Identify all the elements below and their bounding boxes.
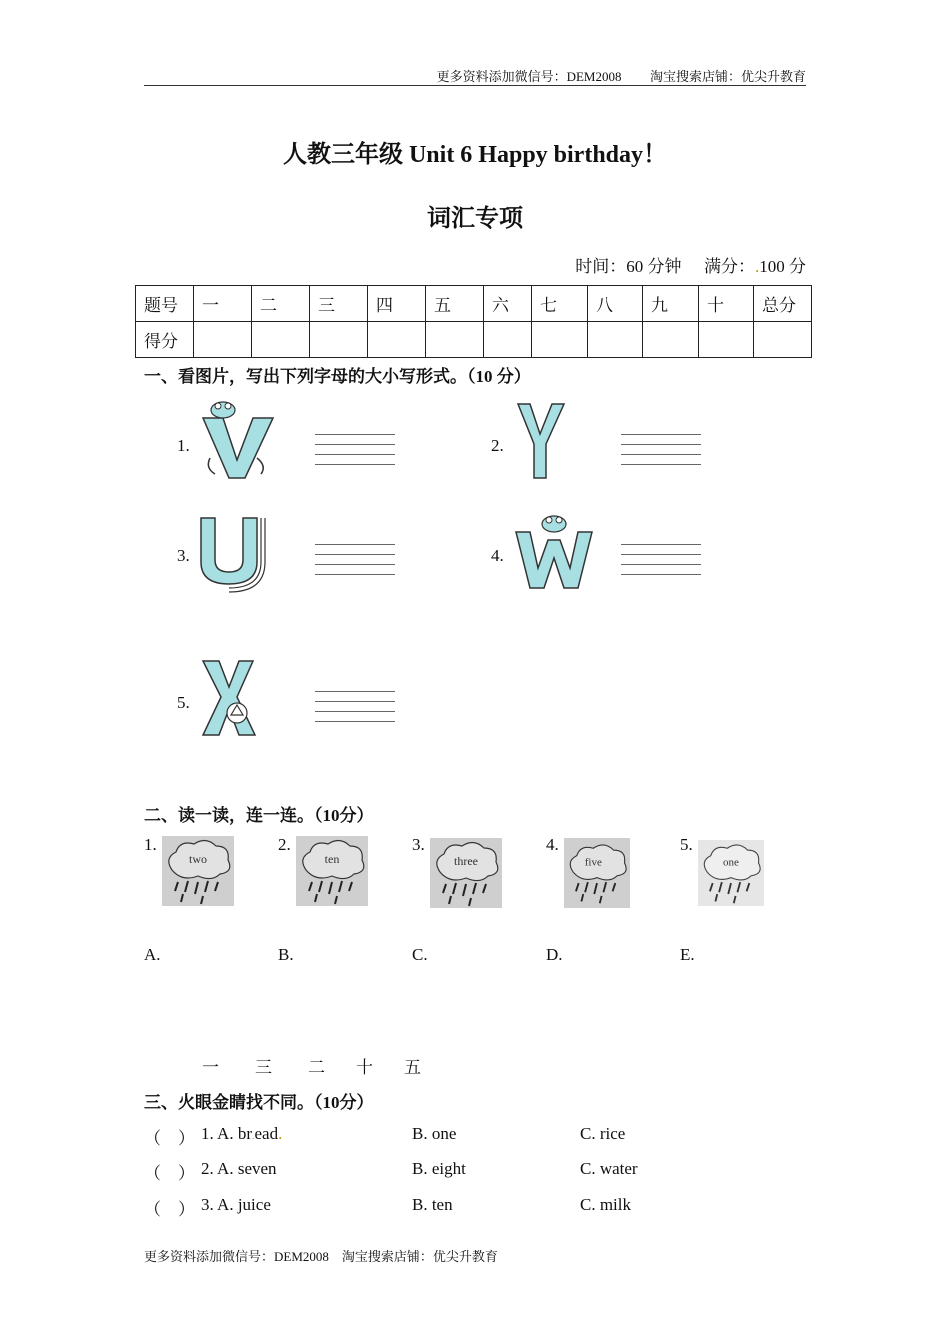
stray-dot: . [278, 1124, 283, 1143]
score-input-cell[interactable] [252, 322, 310, 358]
score-cell: 三 [310, 286, 368, 322]
writing-lines[interactable] [315, 544, 395, 578]
option-label: D. [546, 945, 563, 964]
score-input-cell[interactable] [484, 322, 532, 358]
cloud-word: two [189, 852, 207, 866]
item-number: 1. [144, 835, 157, 854]
chinese-numeral: 十 [356, 1058, 373, 1077]
option-a-tail: ead [254, 1124, 279, 1143]
score-input-cell[interactable] [310, 322, 368, 358]
score-table-score-row [136, 322, 812, 358]
item-number: 2. [491, 436, 504, 455]
score-row-label: 得分 [136, 322, 194, 358]
score-cell: 四 [368, 286, 426, 322]
score-cell: 一 [194, 286, 252, 322]
writing-lines[interactable] [315, 434, 395, 468]
question-option-c: C. milk [580, 1195, 632, 1214]
question-option-c: C. rice [580, 1124, 626, 1143]
exam-meta [575, 252, 806, 277]
rain-cloud-picture [296, 836, 368, 906]
score-input-cell[interactable] [699, 322, 754, 358]
item-number: 4. [491, 546, 504, 565]
item-number: 5. [680, 835, 693, 854]
cloud-word: ten [324, 852, 340, 866]
page-header [144, 66, 806, 85]
chinese-numeral: 三 [255, 1058, 272, 1077]
writing-lines[interactable] [621, 544, 701, 578]
option-label: C. [412, 945, 428, 964]
cloud-word: five [584, 856, 602, 869]
question-option-b: B. eight [412, 1159, 466, 1178]
question-option-a: 3. A. juice [201, 1195, 271, 1214]
option-a-text: 1. A. br [201, 1124, 252, 1143]
option-label: A. [144, 945, 161, 964]
header-divider [144, 85, 806, 86]
page-footer: 更多资料添加微信号：DEM2008 淘宝搜索店铺：优尖升教育 [144, 1249, 498, 1264]
writing-lines[interactable] [315, 691, 395, 725]
score-cell: 十 [699, 286, 754, 322]
chinese-numeral: 五 [404, 1058, 421, 1077]
score-input-cell[interactable] [426, 322, 484, 358]
score-cell: 五 [426, 286, 484, 322]
item-number: 3. [177, 546, 190, 565]
question-option-c: C. water [580, 1159, 638, 1178]
full-score-value: 100 分 [759, 257, 806, 276]
section-3-title: 三、火眼金睛找不同。（10分） [144, 1093, 374, 1112]
score-input-cell[interactable] [532, 322, 588, 358]
frog-letter-v-icon [195, 398, 280, 483]
rain-cloud-picture [162, 836, 234, 906]
score-input-cell[interactable] [588, 322, 643, 358]
question-option-b: B. one [412, 1124, 457, 1143]
item-number: 1. [177, 436, 190, 455]
cloud-word: one [723, 856, 739, 869]
option-label: B. [278, 945, 294, 964]
item-number: 5. [177, 693, 190, 712]
rain-cloud-picture [564, 838, 630, 908]
score-cell: 总分 [754, 286, 812, 322]
score-input-cell[interactable] [754, 322, 812, 358]
stray-dot: . [755, 257, 760, 276]
header-wechat: 更多资料添加微信号：DEM2008 [436, 69, 622, 84]
score-cell: 八 [588, 286, 643, 322]
score-table [135, 285, 812, 358]
letter-y-icon [510, 398, 595, 483]
question-option-a [201, 1124, 282, 1144]
item-number: 4. [546, 835, 559, 854]
time-limit: 时间：60 分钟 [575, 257, 682, 276]
section-2-title: 二、读一读，连一连。（10分） [144, 806, 374, 825]
cloud-word: three [454, 854, 478, 868]
item-number: 2. [278, 835, 291, 854]
item-number: 3. [412, 835, 425, 854]
score-input-cell[interactable] [368, 322, 426, 358]
page-title: 人教三年级 Unit 6 Happy birthday！ [282, 142, 668, 168]
answer-bracket[interactable]: （ ） [144, 1200, 195, 1219]
writing-lines[interactable] [621, 434, 701, 468]
frog-letter-w-icon [512, 508, 597, 593]
score-table-header-row [136, 286, 812, 322]
question-option-b: B. ten [412, 1195, 453, 1214]
option-label: E. [680, 945, 695, 964]
rain-cloud-picture [698, 840, 764, 906]
score-cell: 二 [252, 286, 310, 322]
letter-u-icon [195, 508, 280, 593]
score-cell: 九 [643, 286, 699, 322]
score-input-cell[interactable] [643, 322, 699, 358]
page-subtitle: 词汇专项 [427, 206, 523, 232]
answer-bracket[interactable]: （ ） [144, 1164, 195, 1183]
score-cell: 七 [532, 286, 588, 322]
chinese-numeral: 二 [308, 1058, 325, 1077]
score-input-cell[interactable] [194, 322, 252, 358]
chinese-numeral: 一 [202, 1058, 219, 1077]
section-1-title: 一、看图片，写出下列字母的大小写形式。（10 分） [144, 367, 531, 386]
answer-bracket[interactable]: （ ） [144, 1129, 195, 1148]
rain-cloud-picture [430, 838, 502, 908]
header-shop: 淘宝搜索店铺：优尖升教育 [649, 69, 806, 84]
score-cell: 题号 [136, 286, 194, 322]
recycle-letter-x-icon [195, 655, 280, 740]
full-score-label: 满分： [704, 257, 755, 276]
question-option-a: 2. A. seven [201, 1159, 277, 1178]
stray-dot: . [252, 1131, 255, 1142]
score-cell: 六 [484, 286, 532, 322]
